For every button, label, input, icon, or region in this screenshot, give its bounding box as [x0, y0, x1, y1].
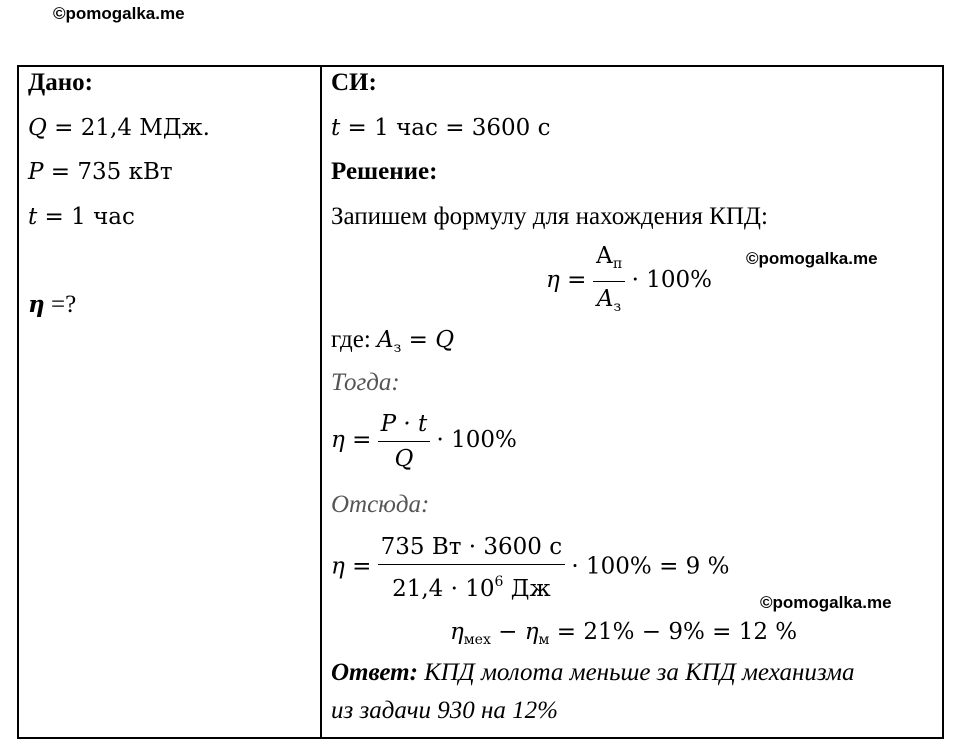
f1-num: А — [595, 243, 614, 269]
f4-sub2: м — [538, 632, 550, 648]
formula-calculation — [331, 533, 729, 603]
given-t-var: t — [28, 204, 38, 230]
hence-label: Отсюда: — [331, 491, 430, 518]
column-divider — [320, 65, 322, 739]
given-t-value: = 1 час — [37, 204, 135, 230]
watermark-top: ©pomogalka.me — [53, 4, 185, 23]
watermark-middle: ©pomogalka.me — [746, 249, 878, 268]
f3-tail: · 100% = 9 % — [571, 553, 730, 580]
watermark-bottom: ©pomogalka.me — [760, 593, 892, 612]
f2-tail: · 100% — [436, 427, 517, 454]
given-p-var: P — [28, 159, 44, 185]
solution-heading: Решение: — [331, 158, 438, 185]
given-eta-var: η — [28, 291, 45, 318]
f3-den-a: 21,4 · 10 — [392, 576, 495, 602]
f2-num: P · t — [378, 410, 431, 442]
f1-lhs: η = — [546, 267, 587, 294]
answer-text: КПД молота меньше за КПД механизма — [417, 659, 855, 686]
f3-fraction — [378, 533, 566, 603]
where-rest: = Q — [401, 327, 455, 353]
formula-difference — [450, 617, 797, 655]
si-heading: СИ: — [331, 69, 377, 96]
f4-mid: − η — [490, 619, 539, 645]
si-t — [331, 113, 551, 143]
where-var: A — [377, 327, 394, 353]
f1-den-sub: з — [613, 299, 622, 315]
answer-line-2: из задачи 930 на 12% — [331, 697, 558, 724]
f4-eta1: η — [450, 619, 464, 645]
given-heading: Дано: — [28, 69, 93, 96]
given-eta-value: =? — [44, 291, 77, 318]
answer-line-1 — [331, 658, 854, 688]
given-q-var: Q — [28, 115, 47, 141]
given-eta — [28, 290, 76, 320]
si-t-var: t — [331, 115, 341, 141]
si-t-value: = 1 час = 3600 с — [340, 115, 551, 141]
formula-efficiency — [546, 242, 712, 321]
answer-label: Ответ: — [331, 659, 418, 686]
where-line — [331, 325, 454, 363]
f3-num: 735 Вт · 3600 с — [378, 533, 566, 565]
formula-substituted — [331, 410, 517, 473]
f4-rest: = 21% − 9% = 12 % — [549, 619, 798, 645]
f3-den-b: Дж — [503, 576, 551, 602]
f2-lhs: η = — [331, 427, 372, 454]
solution-intro: Запишем формулу для нахождения КПД: — [331, 203, 768, 230]
f3-lhs: η = — [331, 553, 372, 580]
f2-fraction — [378, 410, 431, 473]
f1-fraction — [593, 242, 626, 321]
f4-sub1: мех — [463, 632, 491, 648]
f1-num-sub: п — [613, 256, 623, 272]
given-p-value: = 735 кВт — [43, 159, 173, 185]
then-label: Тогда: — [331, 369, 400, 396]
f1-den: A — [596, 286, 614, 312]
where-sub: з — [393, 340, 402, 356]
f1-tail: · 100% — [631, 267, 713, 294]
given-q — [28, 113, 210, 143]
given-q-value: = 21,4 МДж. — [46, 115, 210, 141]
given-p — [28, 157, 173, 187]
f3-den-exp: 6 — [494, 574, 504, 590]
where-text: где: — [331, 326, 378, 353]
given-t — [28, 202, 135, 232]
f2-den: Q — [394, 446, 414, 472]
